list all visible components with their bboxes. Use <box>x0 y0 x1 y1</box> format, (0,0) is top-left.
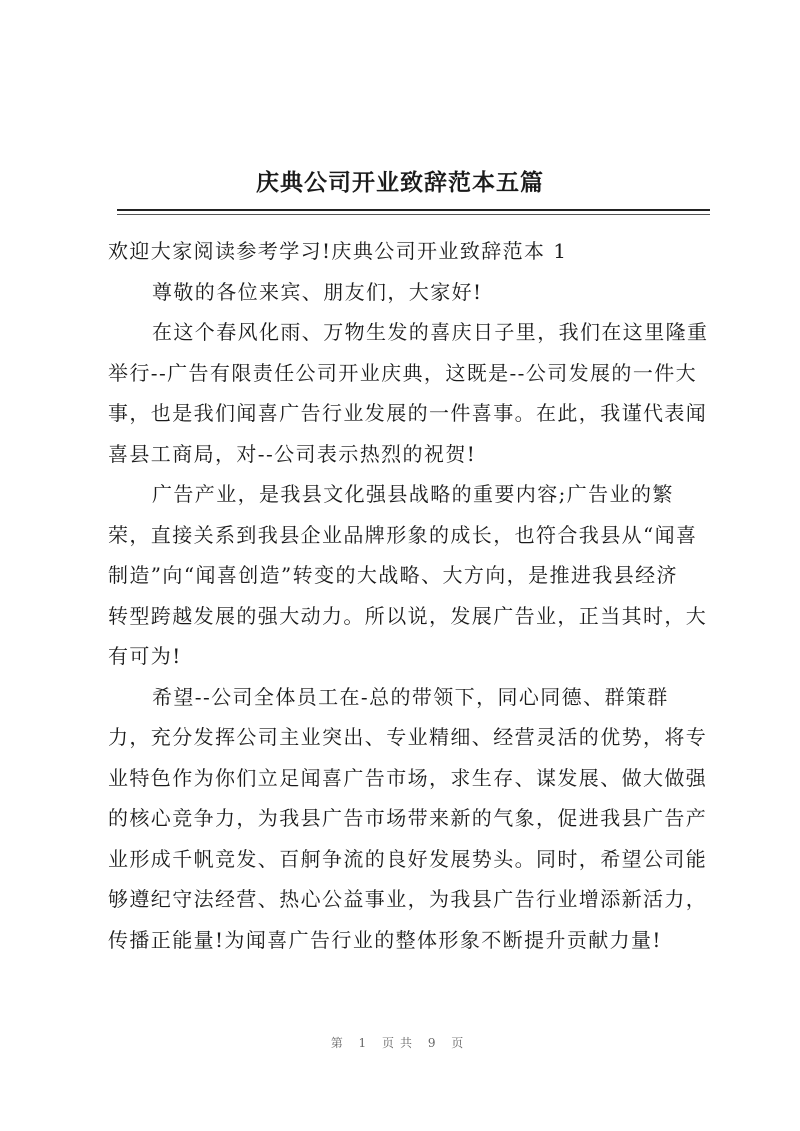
body-line: 荣，直接关系到我县企业品牌形象的成长，也符合我县从“闻喜 <box>108 522 698 547</box>
body-line: 希望--公司全体员工在-总的带领下，同心同德、群策群 <box>152 684 669 709</box>
body-line: 欢迎大家阅读参考学习!庆典公司开业致辞范本 1 <box>108 239 568 263</box>
body-line: 有可为! <box>108 644 182 668</box>
body-line: 喜县工商局，对--公司表示热烈的祝贺! <box>108 441 477 466</box>
body-line: 传播正能量!为闻喜广告行业的整体形象不断提升贡献力量! <box>108 927 662 952</box>
body-line: 广告产业，是我县文化强县战略的重要内容;广告业的繁 <box>152 482 674 506</box>
body-line: 举行--广告有限责任公司开业庆典，这既是--公司发展的一件大 <box>108 360 698 385</box>
body-line: 业特色作为你们立足闻喜广告市场，求生存、谋发展、做大做强 <box>108 765 708 790</box>
body-line: 的核心竞争力，为我县广告市场带来新的气象，促进我县广告产 <box>108 806 708 830</box>
body-line: 业形成千帆竞发、百舸争流的良好发展势头。同时，希望公司能 <box>108 846 708 871</box>
title-underline-thin <box>117 214 710 215</box>
body-line: 事，也是我们闻喜广告行业发展的一件喜事。在此，我谨代表闻 <box>108 401 708 425</box>
body-line: 在这个春风化雨、万物生发的喜庆日子里，我们在这里隆重 <box>152 320 709 344</box>
page-footer: 第 1 页共 9 页 <box>330 1036 470 1050</box>
body-line: 力，充分发挥公司主业突出、专业精细、经营灵活的优势，将专 <box>108 725 708 749</box>
title-underline <box>117 209 710 211</box>
body-line: 尊敬的各位来宾、朋友们，大家好! <box>152 279 483 304</box>
body-line: 转型跨越发展的强大动力。所以说，发展广告业，正当其时，大 <box>108 603 708 628</box>
body-line: 够遵纪守法经营、热心公益事业，为我县广告行业增添新活力， <box>108 887 708 911</box>
body-line: 制造”向“闻喜创造”转变的大战略、大方向，是推进我县经济 <box>108 563 678 587</box>
document-body <box>108 231 708 960</box>
document-title: 庆典公司开业致辞范本五篇 <box>256 170 544 196</box>
